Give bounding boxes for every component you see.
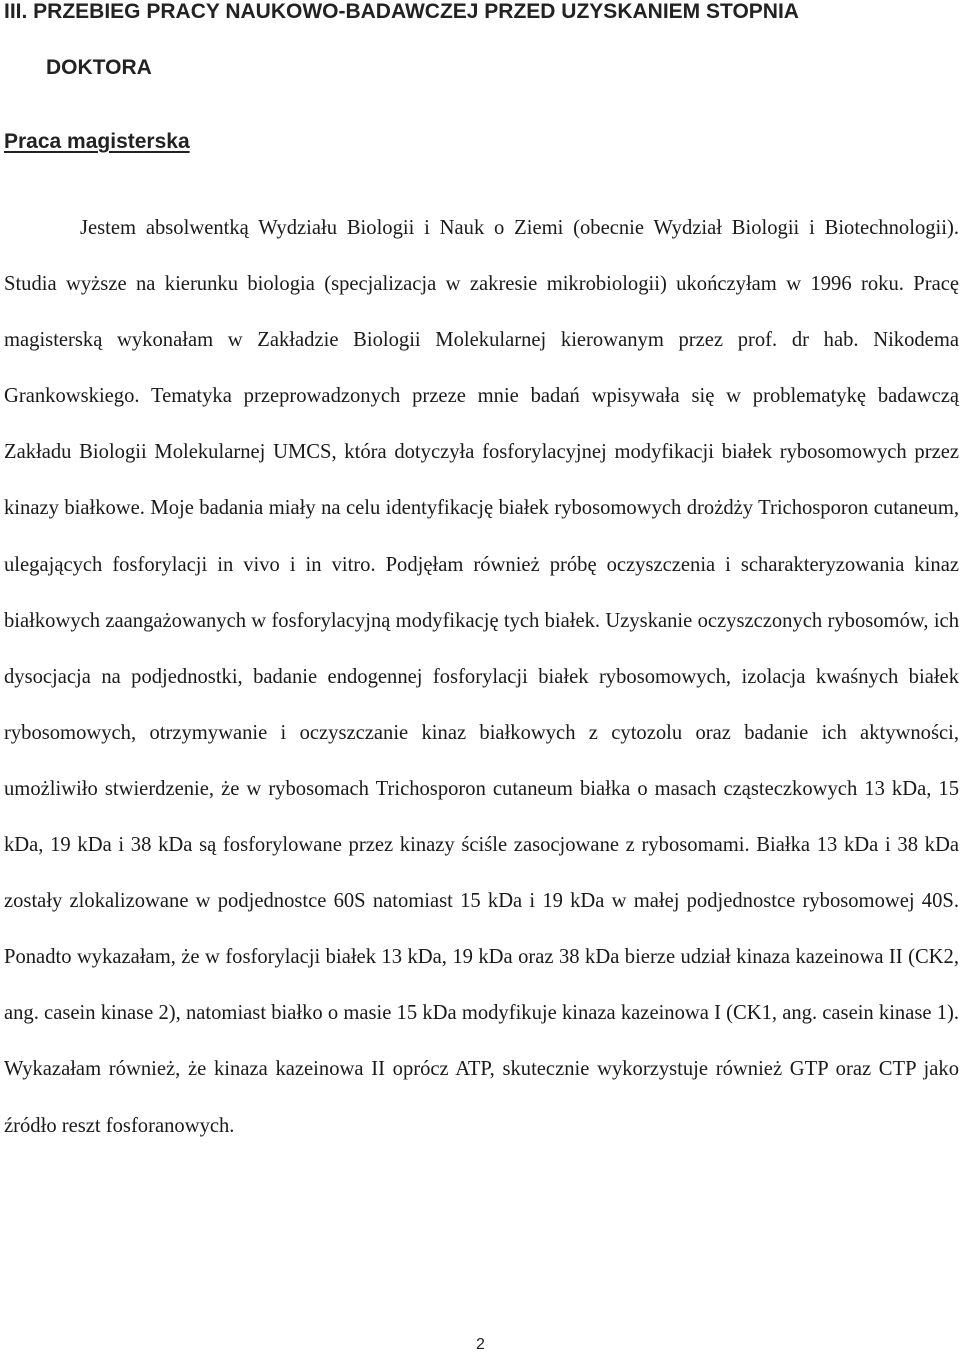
body-paragraph: Jestem absolwentką Wydziału Biologii i Nauk o Ziemi (obecnie Wydział Biologii i Biotechnologii). Studia wyższe na kierunku biologia (specjalizacja w zakresie mikrobiologii) ukończyłam w 1996 roku. Pracę magisterską wykonałam w Zakładzie Biologii Molekularnej kierowanym przez prof. dr hab. Nikodema Grankowskiego. Tematyka przeprowadzonych przeze mnie badań wpisywała się w problematykę badawczą Zakładu Biologii Molekularnej UMCS, która dotyczyła fosforylacyjnej modyfikacji białek rybosomowych przez kinazy białkowe. Moje badania miały na celu identyfikację białek rybosomowych drożdży Trichosporon cutaneum, ulegających fosforylacji in vivo i in vitro. Podjęłam również próbę oczyszczenia i scharakteryzowania kinaz białkowych zaangażowanych w fosforylacyjną modyfikację tych białek. Uzyskanie oczyszczonych rybosomów, ich dysocjacja na podjednostki, badanie endogennej fosforylacji białek rybosomowych, izolacja kwaśnych białek rybosomowych, otrzymywanie i oczyszczanie kinaz białkowych z cytozolu oraz badanie ich aktywności, umożliwiło stwierdzenie, że w rybosomach Trichosporon cutaneum białka o masach cząsteczkowych 13 kDa, 15 kDa, 19 kDa i 38 kDa są fosforylowane przez kinazy ściśle zasocjowane z rybosomami. Białka 13 kDa i 38 kDa zostały zlokalizowane w podjednostce 60S natomiast 15 kDa i 19 kDa w małej podjednostce rybosomowej 40S. Ponadto wykazałam, że w fosforylacji białek 13 kDa, 19 kDa oraz 38 kDa bierze udział kinaza kazeinowa II (CK2, ang. casein kinase 2), natomiast białko o masie 15 kDa modyfikuje kinaza kazeinowa I (CK1, ang. casein kinase 1). Wykazałam również, że kinaza kazeinowa II oprócz ATP, skutecznie wykorzystuje również GTP oraz CTP jako źródło reszt fosforanowych. — [4, 217, 959, 1137]
section-title: Praca magisterska — [4, 130, 190, 153]
page-number: 2 — [476, 1336, 485, 1353]
document-page — [4, 0, 959, 1358]
chapter-heading-line-2: DOKTORA — [46, 56, 152, 79]
chapter-heading-line-1: III. PRZEBIEG PRACY NAUKOWO-BADAWCZEJ PRZED UZYSKANIEM STOPNIA — [4, 0, 799, 23]
